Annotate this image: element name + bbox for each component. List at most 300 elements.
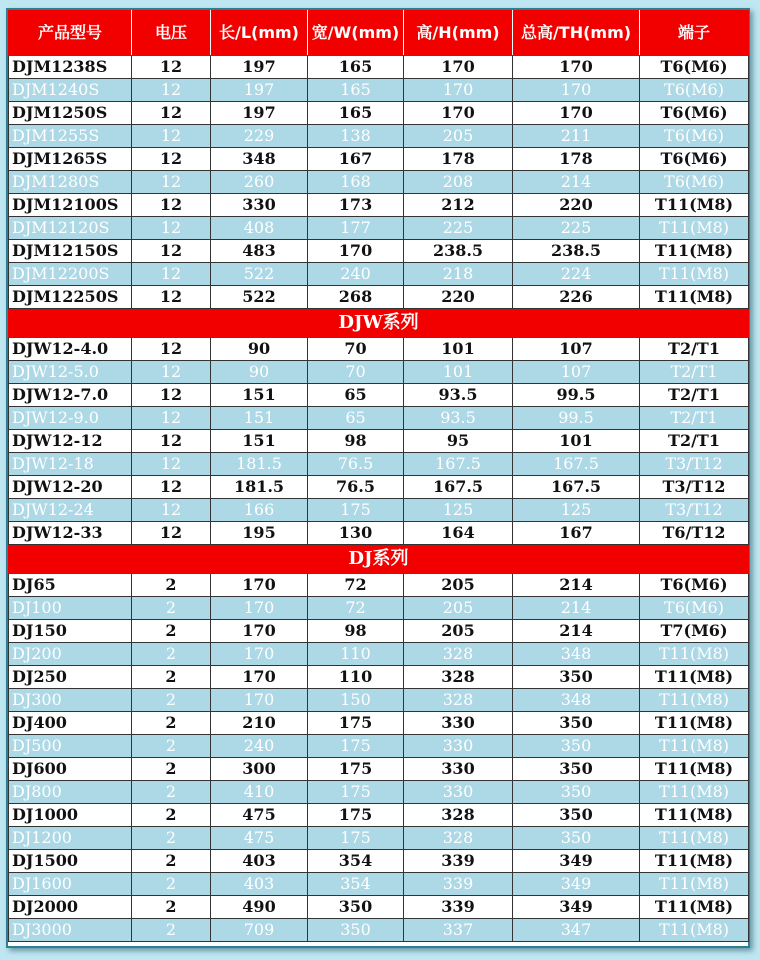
cell-width: 76.5 (308, 453, 404, 476)
cell-total-height: 350 (513, 804, 640, 827)
cell-voltage: 2 (132, 758, 211, 781)
cell-height: 167.5 (404, 453, 513, 476)
cell-width: 170 (308, 240, 404, 263)
cell-height: 328 (404, 827, 513, 850)
cell-voltage: 12 (132, 102, 211, 125)
cell-terminal: T2/T1 (640, 361, 749, 384)
cell-height: 330 (404, 758, 513, 781)
cell-voltage: 2 (132, 712, 211, 735)
spec-table-frame (6, 8, 750, 948)
table-row (9, 643, 749, 666)
table-row (9, 620, 749, 643)
cell-height: 101 (404, 338, 513, 361)
cell-width: 165 (308, 79, 404, 102)
cell-width: 65 (308, 384, 404, 407)
cell-voltage: 2 (132, 827, 211, 850)
cell-height: 93.5 (404, 407, 513, 430)
cell-length: 483 (211, 240, 308, 263)
cell-height: 339 (404, 873, 513, 896)
cell-model: DJW12-20 (9, 476, 132, 499)
cell-model: DJ1600 (9, 873, 132, 896)
cell-total-height: 348 (513, 689, 640, 712)
cell-width: 167 (308, 148, 404, 171)
cell-total-height: 214 (513, 574, 640, 597)
cell-width: 175 (308, 804, 404, 827)
table-row (9, 361, 749, 384)
table-row (9, 574, 749, 597)
table-row (9, 597, 749, 620)
cell-model: DJW12-18 (9, 453, 132, 476)
cell-height: 337 (404, 919, 513, 942)
cell-length: 240 (211, 735, 308, 758)
cell-length: 170 (211, 666, 308, 689)
cell-voltage: 2 (132, 643, 211, 666)
cell-terminal: T2/T1 (640, 430, 749, 453)
cell-width: 354 (308, 850, 404, 873)
cell-height: 205 (404, 125, 513, 148)
cell-total-height: 238.5 (513, 240, 640, 263)
cell-voltage: 12 (132, 148, 211, 171)
table-row (9, 896, 749, 919)
cell-total-height: 178 (513, 148, 640, 171)
cell-width: 168 (308, 171, 404, 194)
cell-voltage: 2 (132, 896, 211, 919)
cell-model: DJ600 (9, 758, 132, 781)
table-row (9, 873, 749, 896)
cell-height: 93.5 (404, 384, 513, 407)
table-row (9, 217, 749, 240)
cell-length: 151 (211, 384, 308, 407)
cell-terminal: T11(M8) (640, 263, 749, 286)
cell-model: DJW12-24 (9, 499, 132, 522)
cell-total-height: 349 (513, 896, 640, 919)
table-row (9, 263, 749, 286)
cell-width: 138 (308, 125, 404, 148)
cell-height: 208 (404, 171, 513, 194)
section-title: DJW系列 (9, 309, 749, 338)
header-model: 产品型号 (9, 11, 132, 56)
cell-terminal: T7(M6) (640, 620, 749, 643)
cell-terminal: T6(M6) (640, 148, 749, 171)
cell-model: DJW12-12 (9, 430, 132, 453)
cell-width: 76.5 (308, 476, 404, 499)
cell-width: 150 (308, 689, 404, 712)
cell-terminal: T11(M8) (640, 712, 749, 735)
cell-model: DJ100 (9, 597, 132, 620)
cell-width: 98 (308, 430, 404, 453)
cell-voltage: 12 (132, 384, 211, 407)
cell-height: 205 (404, 574, 513, 597)
cell-voltage: 12 (132, 476, 211, 499)
cell-terminal: T11(M8) (640, 240, 749, 263)
cell-model: DJ1500 (9, 850, 132, 873)
cell-length: 170 (211, 620, 308, 643)
cell-length: 197 (211, 102, 308, 125)
header-terminal: 端子 (640, 11, 749, 56)
cell-width: 70 (308, 361, 404, 384)
cell-voltage: 12 (132, 286, 211, 309)
cell-model: DJW12-7.0 (9, 384, 132, 407)
cell-total-height: 214 (513, 597, 640, 620)
cell-length: 403 (211, 850, 308, 873)
table-row (9, 79, 749, 102)
cell-length: 151 (211, 430, 308, 453)
cell-width: 72 (308, 574, 404, 597)
cell-length: 403 (211, 873, 308, 896)
cell-width: 165 (308, 56, 404, 79)
cell-width: 175 (308, 712, 404, 735)
cell-length: 709 (211, 919, 308, 942)
cell-terminal: T11(M8) (640, 804, 749, 827)
cell-total-height: 350 (513, 827, 640, 850)
cell-length: 197 (211, 56, 308, 79)
cell-terminal: T6(M6) (640, 171, 749, 194)
table-row (9, 194, 749, 217)
cell-terminal: T2/T1 (640, 407, 749, 430)
table-row (9, 781, 749, 804)
cell-total-height: 170 (513, 102, 640, 125)
cell-width: 354 (308, 873, 404, 896)
cell-total-height: 214 (513, 171, 640, 194)
cell-terminal: T6(M6) (640, 597, 749, 620)
cell-voltage: 2 (132, 781, 211, 804)
cell-model: DJ500 (9, 735, 132, 758)
cell-length: 170 (211, 597, 308, 620)
table-row (9, 689, 749, 712)
cell-model: DJM1240S (9, 79, 132, 102)
cell-height: 328 (404, 804, 513, 827)
table-row (9, 453, 749, 476)
cell-terminal: T6/T12 (640, 522, 749, 545)
cell-model: DJW12-9.0 (9, 407, 132, 430)
cell-length: 348 (211, 148, 308, 171)
cell-length: 475 (211, 827, 308, 850)
cell-terminal: T2/T1 (640, 338, 749, 361)
cell-length: 210 (211, 712, 308, 735)
table-row (9, 712, 749, 735)
cell-length: 408 (211, 217, 308, 240)
cell-model: DJ300 (9, 689, 132, 712)
cell-terminal: T6(M6) (640, 79, 749, 102)
cell-model: DJW12-5.0 (9, 361, 132, 384)
cell-width: 268 (308, 286, 404, 309)
cell-voltage: 12 (132, 407, 211, 430)
cell-voltage: 12 (132, 263, 211, 286)
cell-width: 175 (308, 735, 404, 758)
table-row (9, 476, 749, 499)
cell-model: DJM1280S (9, 171, 132, 194)
cell-total-height: 125 (513, 499, 640, 522)
cell-width: 98 (308, 620, 404, 643)
cell-total-height: 107 (513, 361, 640, 384)
cell-total-height: 167 (513, 522, 640, 545)
table-row (9, 384, 749, 407)
cell-length: 170 (211, 643, 308, 666)
cell-terminal: T11(M8) (640, 896, 749, 919)
section-header-row (9, 309, 749, 338)
cell-width: 72 (308, 597, 404, 620)
table-row (9, 338, 749, 361)
cell-height: 205 (404, 620, 513, 643)
cell-total-height: 350 (513, 758, 640, 781)
cell-height: 328 (404, 666, 513, 689)
header-total-height: 总高/TH(mm) (513, 11, 640, 56)
cell-width: 110 (308, 666, 404, 689)
cell-terminal: T6(M6) (640, 574, 749, 597)
cell-voltage: 2 (132, 620, 211, 643)
cell-width: 240 (308, 263, 404, 286)
table-row (9, 240, 749, 263)
cell-total-height: 211 (513, 125, 640, 148)
table-row (9, 499, 749, 522)
cell-voltage: 2 (132, 689, 211, 712)
cell-height: 167.5 (404, 476, 513, 499)
cell-voltage: 2 (132, 666, 211, 689)
cell-terminal: T11(M8) (640, 758, 749, 781)
cell-total-height: 170 (513, 79, 640, 102)
cell-voltage: 12 (132, 125, 211, 148)
cell-height: 212 (404, 194, 513, 217)
cell-terminal: T11(M8) (640, 735, 749, 758)
cell-total-height: 350 (513, 781, 640, 804)
cell-terminal: T6(M6) (640, 102, 749, 125)
cell-length: 475 (211, 804, 308, 827)
cell-voltage: 2 (132, 574, 211, 597)
table-row (9, 171, 749, 194)
cell-width: 175 (308, 781, 404, 804)
cell-voltage: 12 (132, 194, 211, 217)
cell-voltage: 12 (132, 79, 211, 102)
cell-voltage: 2 (132, 850, 211, 873)
cell-width: 173 (308, 194, 404, 217)
cell-length: 197 (211, 79, 308, 102)
cell-total-height: 347 (513, 919, 640, 942)
section-title: DJ系列 (9, 545, 749, 574)
table-row (9, 919, 749, 942)
cell-voltage: 2 (132, 735, 211, 758)
cell-length: 490 (211, 896, 308, 919)
cell-total-height: 99.5 (513, 384, 640, 407)
cell-model: DJ2000 (9, 896, 132, 919)
cell-length: 90 (211, 338, 308, 361)
cell-length: 90 (211, 361, 308, 384)
cell-height: 178 (404, 148, 513, 171)
cell-total-height: 349 (513, 873, 640, 896)
cell-length: 151 (211, 407, 308, 430)
cell-model: DJM1238S (9, 56, 132, 79)
cell-width: 110 (308, 643, 404, 666)
cell-height: 170 (404, 102, 513, 125)
cell-model: DJW12-4.0 (9, 338, 132, 361)
cell-model: DJM12150S (9, 240, 132, 263)
cell-height: 164 (404, 522, 513, 545)
cell-voltage: 2 (132, 919, 211, 942)
table-row (9, 804, 749, 827)
header-width: 宽/W(mm) (308, 11, 404, 56)
cell-voltage: 2 (132, 804, 211, 827)
cell-width: 175 (308, 827, 404, 850)
cell-model: DJM12250S (9, 286, 132, 309)
cell-length: 229 (211, 125, 308, 148)
cell-length: 181.5 (211, 453, 308, 476)
cell-width: 350 (308, 919, 404, 942)
cell-terminal: T11(M8) (640, 689, 749, 712)
cell-total-height: 225 (513, 217, 640, 240)
cell-model: DJ1000 (9, 804, 132, 827)
cell-total-height: 99.5 (513, 407, 640, 430)
cell-total-height: 350 (513, 666, 640, 689)
cell-height: 225 (404, 217, 513, 240)
cell-voltage: 12 (132, 361, 211, 384)
cell-terminal: T11(M8) (640, 919, 749, 942)
table-row (9, 827, 749, 850)
cell-terminal: T11(M8) (640, 850, 749, 873)
cell-length: 522 (211, 263, 308, 286)
cell-terminal: T6(M6) (640, 56, 749, 79)
cell-terminal: T6(M6) (640, 125, 749, 148)
cell-height: 328 (404, 689, 513, 712)
cell-model: DJ65 (9, 574, 132, 597)
header-voltage: 电压 (132, 11, 211, 56)
table-body (9, 56, 749, 942)
table-row (9, 148, 749, 171)
cell-length: 522 (211, 286, 308, 309)
cell-height: 339 (404, 896, 513, 919)
cell-length: 181.5 (211, 476, 308, 499)
cell-model: DJ1200 (9, 827, 132, 850)
cell-voltage: 12 (132, 499, 211, 522)
cell-voltage: 12 (132, 453, 211, 476)
table-row (9, 430, 749, 453)
cell-model: DJM12200S (9, 263, 132, 286)
cell-length: 260 (211, 171, 308, 194)
table-row (9, 125, 749, 148)
cell-height: 218 (404, 263, 513, 286)
cell-total-height: 107 (513, 338, 640, 361)
cell-height: 95 (404, 430, 513, 453)
cell-height: 205 (404, 597, 513, 620)
cell-model: DJ400 (9, 712, 132, 735)
cell-terminal: T11(M8) (640, 643, 749, 666)
cell-length: 330 (211, 194, 308, 217)
cell-length: 170 (211, 689, 308, 712)
cell-terminal: T3/T12 (640, 476, 749, 499)
cell-total-height: 167.5 (513, 476, 640, 499)
table-row (9, 286, 749, 309)
cell-terminal: T11(M8) (640, 827, 749, 850)
cell-voltage: 12 (132, 430, 211, 453)
cell-model: DJ150 (9, 620, 132, 643)
table-header-row (9, 11, 749, 56)
cell-terminal: T3/T12 (640, 453, 749, 476)
cell-length: 195 (211, 522, 308, 545)
table-row (9, 850, 749, 873)
cell-total-height: 348 (513, 643, 640, 666)
cell-length: 410 (211, 781, 308, 804)
cell-total-height: 170 (513, 56, 640, 79)
cell-width: 175 (308, 758, 404, 781)
cell-height: 170 (404, 56, 513, 79)
cell-model: DJM1265S (9, 148, 132, 171)
cell-height: 330 (404, 781, 513, 804)
table-row (9, 56, 749, 79)
cell-model: DJM12120S (9, 217, 132, 240)
cell-width: 350 (308, 896, 404, 919)
cell-model: DJ800 (9, 781, 132, 804)
cell-height: 339 (404, 850, 513, 873)
cell-total-height: 349 (513, 850, 640, 873)
cell-terminal: T11(M8) (640, 286, 749, 309)
cell-voltage: 12 (132, 217, 211, 240)
cell-width: 130 (308, 522, 404, 545)
cell-voltage: 2 (132, 597, 211, 620)
cell-width: 65 (308, 407, 404, 430)
table-row (9, 758, 749, 781)
cell-model: DJM1255S (9, 125, 132, 148)
cell-model: DJ200 (9, 643, 132, 666)
cell-voltage: 12 (132, 56, 211, 79)
cell-height: 328 (404, 643, 513, 666)
cell-voltage: 12 (132, 338, 211, 361)
table-row (9, 407, 749, 430)
header-height: 高/H(mm) (404, 11, 513, 56)
table-row (9, 102, 749, 125)
cell-height: 101 (404, 361, 513, 384)
cell-height: 125 (404, 499, 513, 522)
cell-voltage: 12 (132, 240, 211, 263)
cell-terminal: T2/T1 (640, 384, 749, 407)
section-header-row (9, 545, 749, 574)
cell-voltage: 12 (132, 171, 211, 194)
cell-voltage: 12 (132, 522, 211, 545)
cell-voltage: 2 (132, 873, 211, 896)
cell-height: 170 (404, 79, 513, 102)
cell-height: 220 (404, 286, 513, 309)
cell-length: 170 (211, 574, 308, 597)
cell-model: DJM1250S (9, 102, 132, 125)
header-length: 长/L(mm) (211, 11, 308, 56)
table-row (9, 735, 749, 758)
cell-width: 70 (308, 338, 404, 361)
table-row (9, 522, 749, 545)
cell-model: DJ3000 (9, 919, 132, 942)
cell-total-height: 350 (513, 735, 640, 758)
cell-total-height: 214 (513, 620, 640, 643)
cell-terminal: T3/T12 (640, 499, 749, 522)
battery-spec-table (8, 10, 749, 942)
cell-terminal: T11(M8) (640, 194, 749, 217)
cell-length: 166 (211, 499, 308, 522)
cell-height: 330 (404, 735, 513, 758)
cell-terminal: T11(M8) (640, 666, 749, 689)
cell-width: 175 (308, 499, 404, 522)
table-row (9, 666, 749, 689)
cell-width: 165 (308, 102, 404, 125)
cell-terminal: T11(M8) (640, 873, 749, 896)
cell-terminal: T11(M8) (640, 217, 749, 240)
cell-total-height: 224 (513, 263, 640, 286)
cell-length: 300 (211, 758, 308, 781)
cell-total-height: 220 (513, 194, 640, 217)
cell-width: 177 (308, 217, 404, 240)
cell-model: DJ250 (9, 666, 132, 689)
cell-total-height: 226 (513, 286, 640, 309)
cell-model: DJM12100S (9, 194, 132, 217)
cell-height: 330 (404, 712, 513, 735)
cell-total-height: 167.5 (513, 453, 640, 476)
cell-terminal: T11(M8) (640, 781, 749, 804)
cell-height: 238.5 (404, 240, 513, 263)
